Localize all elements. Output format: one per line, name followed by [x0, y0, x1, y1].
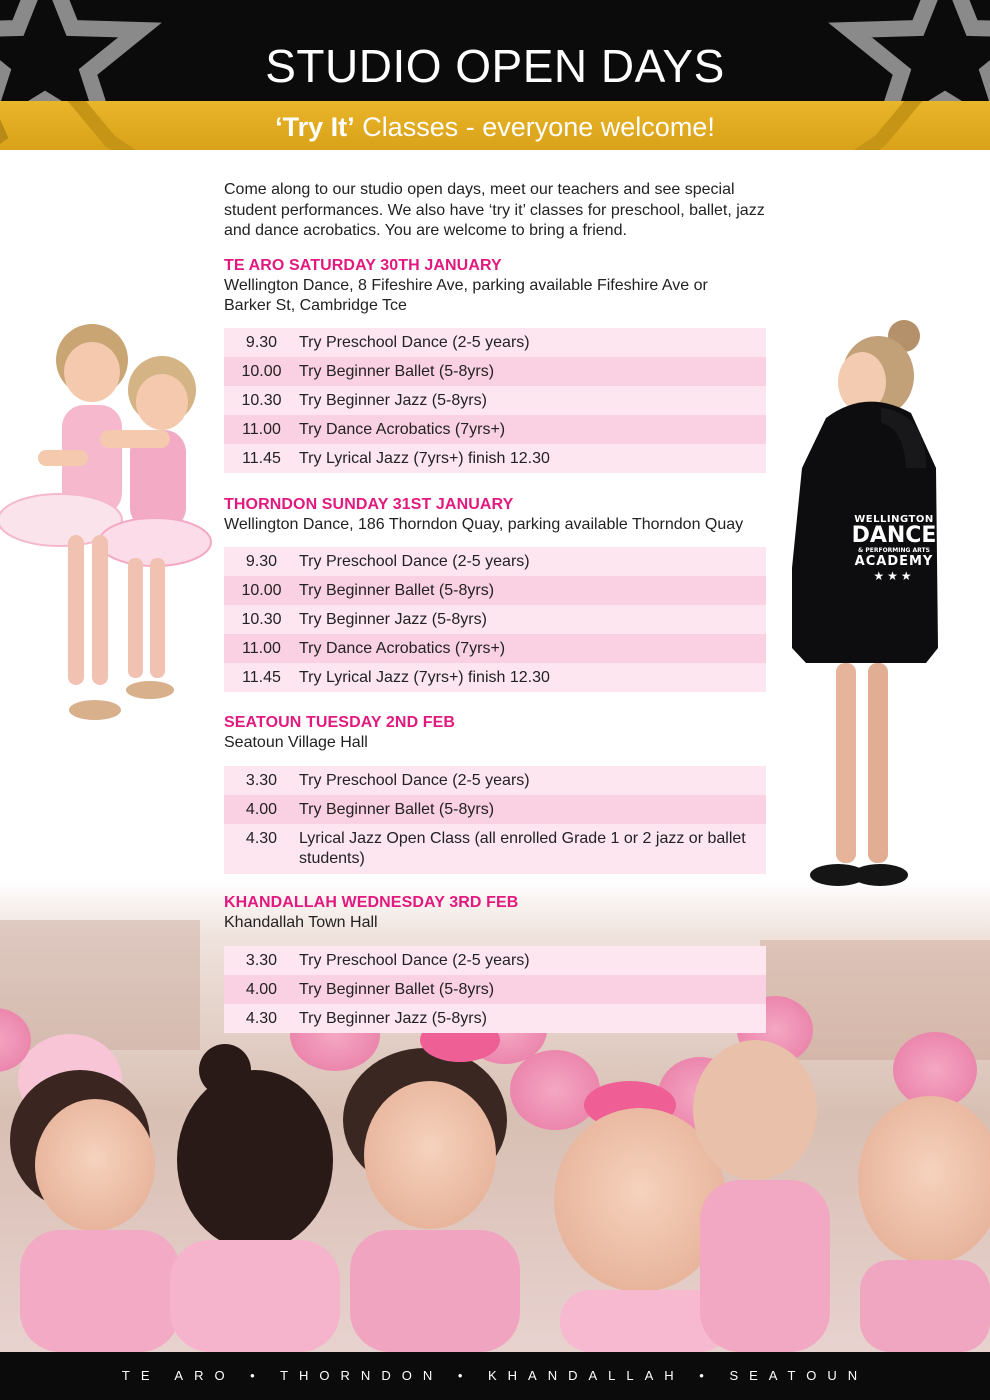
row-class: Try Beginner Ballet (5-8yrs): [299, 363, 495, 380]
table-row: [224, 975, 766, 1004]
intro-paragraph: Come along to our studio open days, meet our teachers and see special student performances. We also have ‘try it’ classes for preschool, ballet, jazz and dance acrobatics. You are welcome to bring a friend.: [224, 181, 765, 239]
tutu-girls-photo: [0, 310, 215, 740]
row-class: Try Preschool Dance (2-5 years): [299, 553, 530, 570]
row-class: Try Preschool Dance (2-5 years): [299, 334, 530, 351]
header-band: [0, 0, 990, 101]
row-class: Try Beginner Ballet (5-8yrs): [299, 582, 495, 599]
row-time: 9.30: [245, 553, 278, 570]
row-time: 10.30: [241, 392, 282, 409]
table-row: [224, 415, 766, 444]
subtitle-rest: Classes - everyone welcome!: [354, 112, 715, 142]
hoodie-stars-icon: ★★★: [873, 569, 915, 583]
table-row: [224, 946, 766, 975]
row-class: Try Dance Acrobatics (7yrs+): [299, 640, 506, 657]
row-time: 10.00: [241, 363, 282, 380]
table-row: [224, 357, 766, 386]
row-time: 4.30: [245, 830, 278, 847]
hoodie-logo-line3: & PERFORMING ARTS: [858, 547, 930, 554]
row-time: 3.30: [245, 952, 278, 969]
row-time: 3.30: [245, 772, 278, 789]
row-class: Try Preschool Dance (2-5 years): [299, 772, 530, 789]
row-time: 4.00: [245, 981, 278, 998]
table-row: [224, 663, 766, 692]
section-venue-thorndon: Wellington Dance, 186 Thorndon Quay, parking available Thorndon Quay: [224, 516, 744, 533]
footer-band: [0, 1352, 990, 1400]
table-row: [224, 766, 766, 795]
table-row: [224, 444, 766, 473]
row-time: 11.00: [242, 640, 281, 657]
row-time: 9.30: [245, 334, 278, 351]
row-class: Try Beginner Ballet (5-8yrs): [299, 801, 495, 818]
row-class: Try Beginner Jazz (5-8yrs): [299, 1010, 487, 1027]
row-class: Try Beginner Jazz (5-8yrs): [299, 392, 487, 409]
row-class: Try Beginner Jazz (5-8yrs): [299, 611, 487, 628]
hoodie-logo: [844, 514, 944, 583]
table-row: [224, 634, 766, 663]
section-heading-khandallah: KHANDALLAH WEDNESDAY 3RD FEB: [224, 894, 519, 911]
table-row: [224, 1004, 766, 1033]
section-heading-thorndon: THORNDON SUNDAY 31ST JANUARY: [224, 496, 514, 513]
schedule-seatoun: [224, 766, 766, 874]
row-time: 4.00: [245, 801, 278, 818]
row-class: Try Lyrical Jazz (7yrs+) finish 12.30: [299, 450, 550, 467]
row-time: 11.45: [242, 450, 281, 467]
table-row: [224, 547, 766, 576]
schedule-khandallah: [224, 946, 766, 1033]
row-time: 10.00: [241, 582, 282, 599]
page-title: STUDIO OPEN DAYS: [265, 40, 725, 92]
hoodie-logo-line4: ACADEMY: [854, 554, 934, 569]
row-class: Try Beginner Ballet (5-8yrs): [299, 981, 495, 998]
subtitle: [0, 111, 990, 143]
row-time: 11.45: [242, 669, 281, 686]
section-venue-khandallah: Khandallah Town Hall: [224, 914, 378, 931]
hoodie-logo-line1: WELLINGTON: [854, 514, 934, 525]
hoodie-girl-photo: [786, 318, 946, 895]
hoodie-girl-illustration: [786, 318, 946, 890]
row-time: 10.30: [241, 611, 282, 628]
tutu-girls-illustration: [0, 310, 215, 735]
table-row: [224, 605, 766, 634]
footer-locations: TE ARO • THORNDON • KHANDALLAH • SEATOUN: [121, 1368, 869, 1383]
section-heading-te-aro: TE ARO SATURDAY 30TH JANUARY: [224, 257, 502, 274]
row-time: 11.00: [242, 421, 281, 438]
table-row: [224, 328, 766, 357]
table-row: [224, 386, 766, 415]
subtitle-band: [0, 101, 990, 150]
row-time: 4.30: [245, 1010, 278, 1027]
section-heading-seatoun: SEATOUN TUESDAY 2ND FEB: [224, 714, 456, 731]
schedule-te-aro: [224, 328, 766, 473]
table-row: [224, 824, 766, 874]
row-class: Try Preschool Dance (2-5 years): [299, 952, 530, 969]
table-row: [224, 795, 766, 824]
section-venue-te-aro: Wellington Dance, 8 Fifeshire Ave, parking available Fifeshire Ave or Barker St, Cambridge Tce: [224, 277, 708, 314]
subtitle-bold: ‘Try It’: [275, 112, 355, 142]
row-class: Lyrical Jazz Open Class (all enrolled Grade 1 or 2 jazz or ballet students): [299, 830, 746, 867]
schedule-thorndon: [224, 547, 766, 692]
row-class: Try Lyrical Jazz (7yrs+) finish 12.30: [299, 669, 550, 686]
table-row: [224, 576, 766, 605]
section-venue-seatoun: Seatoun Village Hall: [224, 734, 368, 751]
row-class: Try Dance Acrobatics (7yrs+): [299, 421, 506, 438]
hoodie-logo-line2: DANCE: [851, 523, 937, 548]
